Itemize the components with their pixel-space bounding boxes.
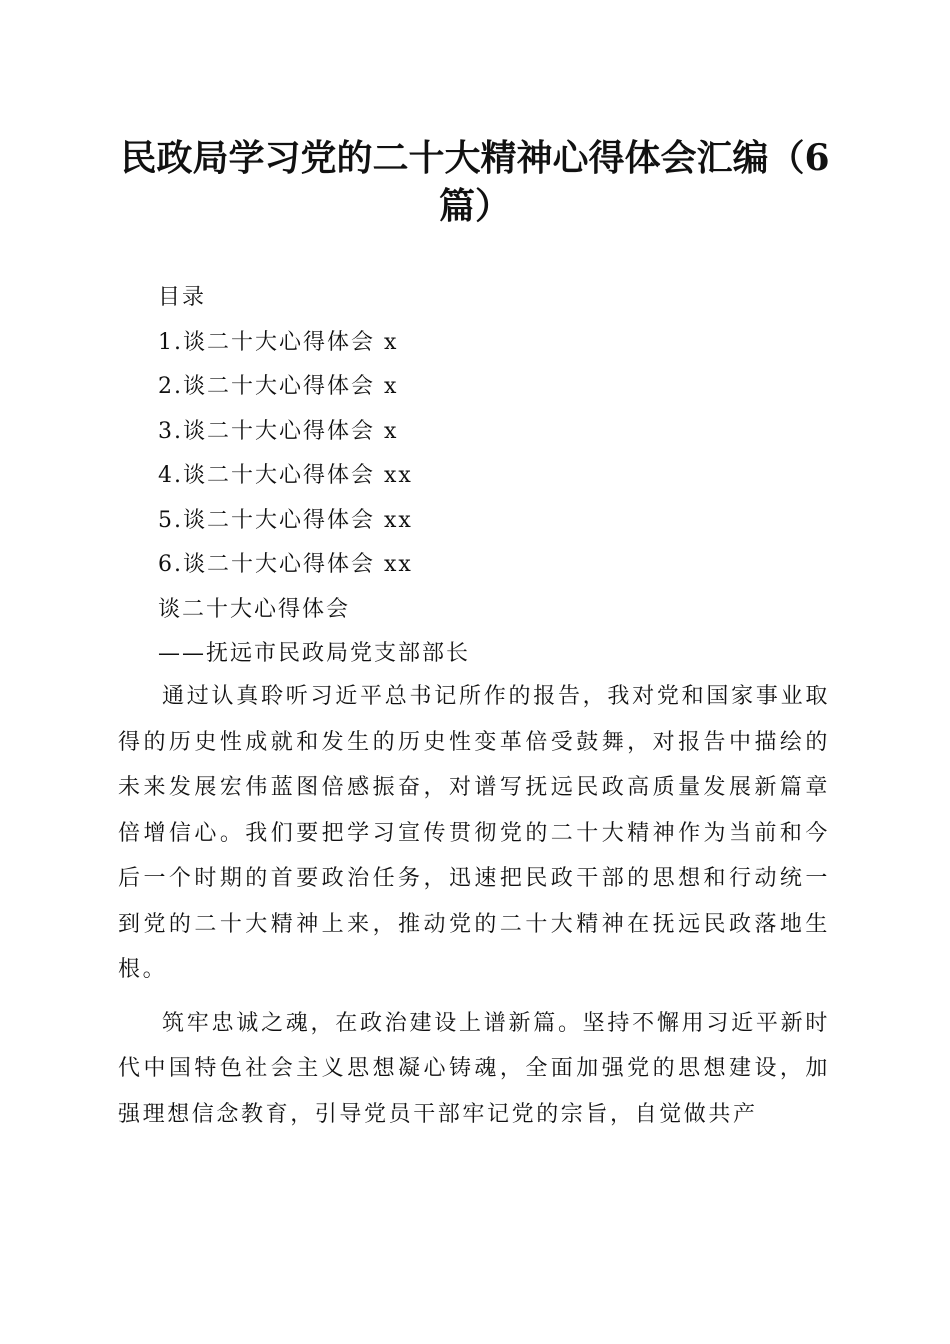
article-title: 谈二十大心得体会 — [158, 596, 351, 622]
toc-item-1: 1.谈二十大心得体会 x — [158, 329, 399, 355]
toc-item-6: 6.谈二十大心得体会 xx — [158, 552, 413, 577]
title-line-2: 篇） — [438, 185, 511, 227]
document-title — [110, 134, 840, 230]
paragraph-2: 筑牢忠诚之魂，在政治建设上谱新篇。坚持不懈用习近平新时代中国特色社会主义思想凝心铸魂，全面加强党的思想建设，加强理想信念教育，引导党员干部牢记党的宗旨，自觉做共产 — [118, 1010, 830, 1127]
toc-item-5: 5.谈二十大心得体会 xx — [158, 507, 413, 533]
article-body — [118, 674, 830, 1145]
toc-heading: 目录 — [158, 285, 207, 310]
paragraph-1: 通过认真聆听习近平总书记所作的报告，我对党和国家事业取得的历史性成就和发生的历史性变革倍受鼓舞，对报告中描绘的未来发展宏伟蓝图倍感振奋，对谱写抚远民政高质量发展新篇章倍增信心。我们要把学习宣传贯彻党的二十大精神作为当前和今后一个时期的首要政治任务，迅速把民政干部的思想和行动统一到党的二十大精神上来，推动党的二十大精神在抚远民政落地生根。 — [118, 684, 830, 982]
title-line-1: 民政局学习党的二十大精神心得体会汇编（6 — [120, 137, 830, 179]
toc-item-3: 3.谈二十大心得体会 x — [158, 418, 399, 444]
article-author: ——抚远市民政局党支部部长 — [158, 641, 471, 666]
toc-item-2: 2.谈二十大心得体会 x — [158, 374, 399, 399]
table-of-contents — [158, 276, 838, 677]
toc-item-4: 4.谈二十大心得体会 xx — [158, 463, 413, 488]
